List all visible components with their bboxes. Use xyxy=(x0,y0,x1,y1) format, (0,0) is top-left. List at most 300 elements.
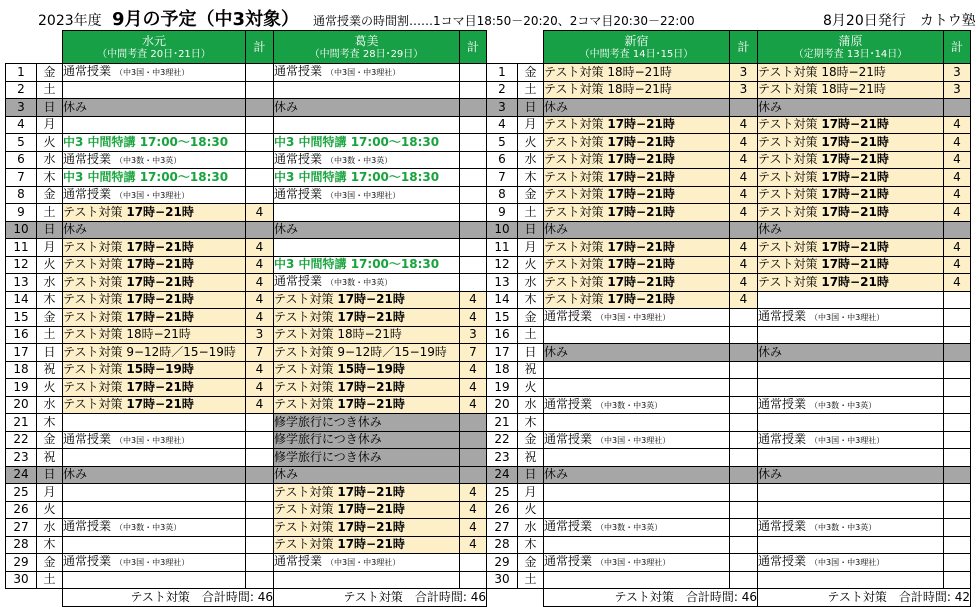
event-cell xyxy=(544,414,730,432)
day-number: 27 xyxy=(487,519,518,537)
hours-cell: 4 xyxy=(460,536,487,554)
event-subjects: （中3国・中3理社） xyxy=(115,68,190,78)
event-cell xyxy=(274,186,460,204)
day-row xyxy=(6,309,487,327)
event-label: テスト対策 xyxy=(758,274,818,289)
event-cell xyxy=(63,186,246,204)
event-cell xyxy=(63,396,246,414)
event-label: 休み xyxy=(544,344,569,359)
event-time: 17時−21時 xyxy=(821,152,889,167)
event-label: テスト対策 xyxy=(758,204,818,219)
event-time: 17時−21時 xyxy=(821,239,889,254)
day-row xyxy=(6,64,487,82)
event-label: テスト対策 xyxy=(63,204,123,219)
event-label: 通常授業 xyxy=(544,309,593,324)
event-cell xyxy=(758,221,944,239)
count-header: 計 xyxy=(944,31,971,64)
event-cell xyxy=(63,116,246,134)
hours-cell xyxy=(246,449,274,467)
hours-cell: 4 xyxy=(246,239,274,257)
event-subjects: （中3国・中3理社） xyxy=(326,68,401,78)
event-cell xyxy=(544,554,730,572)
day-row xyxy=(6,449,487,467)
event-label: テスト対策 18時−21時 xyxy=(758,82,886,97)
event-cell xyxy=(63,274,246,292)
event-cell xyxy=(758,449,944,467)
weekday: 金 xyxy=(37,64,63,82)
total-text: テスト対策 合計時間: xyxy=(614,589,738,604)
event-cell xyxy=(544,309,730,327)
event-cell xyxy=(544,274,730,292)
event-subjects: （中3数・中3英） xyxy=(810,523,877,533)
exam-dates: （中間考査 28日･29日） xyxy=(309,48,424,60)
hours-cell xyxy=(944,99,971,117)
event-time: 17時−21時 xyxy=(126,274,194,289)
event-cell xyxy=(274,344,460,362)
hours-cell xyxy=(944,326,971,344)
weekday: 水 xyxy=(37,519,63,537)
total-hours: 42 xyxy=(954,589,970,604)
weekday: 日 xyxy=(37,99,63,117)
event-cell xyxy=(544,221,730,239)
event-label: テスト対策 18時−21時 xyxy=(544,82,672,97)
event-label: 中3 中間特講 17:00～18:30 xyxy=(274,169,440,184)
event-label: 通常授業 xyxy=(63,519,112,534)
event-cell xyxy=(63,204,246,222)
event-cell xyxy=(63,151,246,169)
event-cell xyxy=(274,116,460,134)
hours-cell: 4 xyxy=(944,169,971,187)
hours-cell xyxy=(246,116,274,134)
school-name: 水元 xyxy=(141,33,166,48)
day-number: 8 xyxy=(487,186,518,204)
day-row xyxy=(6,169,487,187)
school-header xyxy=(544,31,730,64)
day-row xyxy=(487,186,971,204)
hours-cell xyxy=(246,536,274,554)
event-cell xyxy=(63,309,246,327)
event-cell xyxy=(274,81,460,99)
event-time: 17時−21時 xyxy=(337,309,405,324)
event-label: 通常授業 xyxy=(63,64,112,79)
day-number: 17 xyxy=(6,344,37,362)
day-number: 27 xyxy=(6,519,37,537)
hours-cell: 4 xyxy=(246,204,274,222)
event-time: 17時−21時 xyxy=(337,397,405,412)
event-label: テスト対策 9−12時／15−19時 xyxy=(274,344,447,359)
weekday: 土 xyxy=(518,81,544,99)
hours-cell xyxy=(944,536,971,554)
event-cell xyxy=(63,379,246,397)
event-cell xyxy=(274,501,460,519)
hours-cell xyxy=(944,571,971,589)
weekday: 月 xyxy=(518,116,544,134)
event-cell xyxy=(544,81,730,99)
event-cell xyxy=(758,536,944,554)
event-label: テスト対策 xyxy=(544,117,604,132)
hours-cell xyxy=(246,134,274,152)
event-label: テスト対策 xyxy=(544,187,604,202)
school-name: 葛美 xyxy=(354,33,379,48)
footer-blank xyxy=(6,589,37,607)
weekday: 日 xyxy=(37,344,63,362)
event-cell xyxy=(63,134,246,152)
event-cell xyxy=(274,256,460,274)
hours-cell xyxy=(944,221,971,239)
day-row xyxy=(487,344,971,362)
event-label: テスト対策 xyxy=(758,257,818,272)
event-cell xyxy=(63,554,246,572)
day-number: 3 xyxy=(487,99,518,117)
day-number: 13 xyxy=(6,274,37,292)
day-row xyxy=(487,64,971,82)
event-label: 通常授業 xyxy=(758,309,807,324)
weekday: 土 xyxy=(518,326,544,344)
event-cell xyxy=(758,466,944,484)
event-subjects: （中3国・中3理社） xyxy=(326,558,401,568)
hours-cell xyxy=(460,449,487,467)
event-time: 17時−21時 xyxy=(607,152,675,167)
event-label: テスト対策 xyxy=(274,379,334,394)
hours-cell xyxy=(246,151,274,169)
event-cell xyxy=(274,221,460,239)
event-time: 17時−21時 xyxy=(607,257,675,272)
event-cell xyxy=(544,169,730,187)
day-row xyxy=(487,99,971,117)
hours-cell xyxy=(944,396,971,414)
event-cell xyxy=(758,326,944,344)
event-cell xyxy=(758,571,944,589)
day-row xyxy=(487,169,971,187)
event-cell xyxy=(758,81,944,99)
event-cell xyxy=(758,379,944,397)
day-row xyxy=(6,81,487,99)
event-cell xyxy=(274,396,460,414)
day-row xyxy=(487,326,971,344)
day-number: 9 xyxy=(6,204,37,222)
day-row xyxy=(6,326,487,344)
event-cell xyxy=(63,256,246,274)
day-row xyxy=(487,501,971,519)
event-cell xyxy=(758,204,944,222)
day-number: 14 xyxy=(6,291,37,309)
event-cell xyxy=(274,466,460,484)
event-label: テスト対策 xyxy=(758,187,818,202)
event-cell xyxy=(63,291,246,309)
hours-cell: 4 xyxy=(730,169,758,187)
hours-cell xyxy=(944,449,971,467)
day-number: 29 xyxy=(6,554,37,572)
event-label: テスト対策 xyxy=(63,274,123,289)
event-cell xyxy=(63,169,246,187)
event-subjects: （中3国・中3理社） xyxy=(326,190,401,200)
event-cell xyxy=(758,134,944,152)
day-row xyxy=(487,81,971,99)
hours-cell: 4 xyxy=(460,519,487,537)
day-row xyxy=(6,519,487,537)
day-row xyxy=(487,449,971,467)
event-cell xyxy=(274,151,460,169)
hours-cell: 3 xyxy=(246,326,274,344)
day-number: 7 xyxy=(6,169,37,187)
hours-cell xyxy=(246,466,274,484)
hours-cell xyxy=(944,414,971,432)
hours-cell: 4 xyxy=(944,204,971,222)
day-number: 23 xyxy=(487,449,518,467)
event-cell xyxy=(544,396,730,414)
weekday: 水 xyxy=(518,396,544,414)
hours-cell xyxy=(460,414,487,432)
hours-cell xyxy=(730,414,758,432)
event-cell xyxy=(63,536,246,554)
hours-cell xyxy=(246,169,274,187)
day-number: 1 xyxy=(487,64,518,82)
hours-cell xyxy=(460,431,487,449)
hours-cell xyxy=(460,256,487,274)
day-number: 8 xyxy=(6,186,37,204)
weekday: 水 xyxy=(518,519,544,537)
hours-cell: 4 xyxy=(246,379,274,397)
day-number: 26 xyxy=(6,501,37,519)
event-time: 17時−21時 xyxy=(607,187,675,202)
event-subjects: （中3数・中3英） xyxy=(115,155,182,165)
event-label: 通常授業 xyxy=(758,396,807,411)
weekday: 木 xyxy=(518,414,544,432)
event-time: 17時−21時 xyxy=(337,519,405,534)
event-label: 通常授業 xyxy=(63,554,112,569)
day-number: 15 xyxy=(487,309,518,327)
hours-cell xyxy=(944,361,971,379)
event-cell xyxy=(274,309,460,327)
event-cell xyxy=(274,291,460,309)
event-cell xyxy=(544,151,730,169)
school-header xyxy=(63,31,246,64)
weekday: 火 xyxy=(37,256,63,274)
hours-cell xyxy=(460,466,487,484)
weekday: 月 xyxy=(518,239,544,257)
hours-cell xyxy=(246,519,274,537)
event-cell xyxy=(274,379,460,397)
hours-cell: 4 xyxy=(944,151,971,169)
event-cell xyxy=(544,134,730,152)
event-label: 中3 中間特講 17:00～18:30 xyxy=(63,134,229,149)
weekday: 木 xyxy=(37,414,63,432)
hours-cell xyxy=(246,99,274,117)
weekday: 日 xyxy=(518,221,544,239)
day-number: 24 xyxy=(6,466,37,484)
event-label: テスト対策 xyxy=(274,519,334,534)
issued-label: 8月20日発行 カトウ塾 xyxy=(823,13,976,29)
day-number: 4 xyxy=(6,116,37,134)
weekday: 火 xyxy=(518,379,544,397)
event-label: テスト対策 xyxy=(274,362,334,377)
schedule-table-right xyxy=(486,30,971,607)
day-number: 9 xyxy=(487,204,518,222)
day-number: 19 xyxy=(487,379,518,397)
event-cell xyxy=(544,519,730,537)
event-cell xyxy=(544,186,730,204)
corner-blank xyxy=(518,31,544,64)
day-row xyxy=(6,396,487,414)
day-number: 29 xyxy=(487,554,518,572)
event-label: テスト対策 xyxy=(274,502,334,517)
weekday: 日 xyxy=(518,466,544,484)
day-number: 1 xyxy=(6,64,37,82)
event-cell xyxy=(63,466,246,484)
day-number: 15 xyxy=(6,309,37,327)
event-label: テスト対策 xyxy=(544,257,604,272)
day-number: 10 xyxy=(487,221,518,239)
day-number: 11 xyxy=(6,239,37,257)
day-row xyxy=(6,344,487,362)
event-cell xyxy=(274,326,460,344)
event-label: 休み xyxy=(544,222,569,237)
day-number: 18 xyxy=(6,361,37,379)
event-label: テスト対策 18時−21時 xyxy=(274,327,402,342)
day-row xyxy=(487,309,971,327)
event-cell xyxy=(274,64,460,82)
weekday: 火 xyxy=(518,256,544,274)
hours-cell xyxy=(246,64,274,82)
corner-blank xyxy=(487,31,518,64)
page-header xyxy=(0,0,980,30)
header-row xyxy=(6,31,487,64)
day-row xyxy=(6,99,487,117)
hours-cell: 3 xyxy=(730,81,758,99)
day-row xyxy=(487,571,971,589)
event-label: テスト対策 xyxy=(758,239,818,254)
hours-cell: 4 xyxy=(944,256,971,274)
weekday: 水 xyxy=(37,396,63,414)
weekday: 祝 xyxy=(518,449,544,467)
weekday: 金 xyxy=(37,554,63,572)
hours-cell xyxy=(246,501,274,519)
day-number: 16 xyxy=(487,326,518,344)
schedule-table-left xyxy=(5,30,487,607)
hours-cell: 3 xyxy=(460,326,487,344)
event-time: 17時−21時 xyxy=(126,397,194,412)
event-cell xyxy=(758,291,944,309)
event-cell xyxy=(758,151,944,169)
school-name: 新宿 xyxy=(624,33,649,48)
school-name: 蒲原 xyxy=(838,33,863,48)
event-cell xyxy=(63,81,246,99)
weekday: 水 xyxy=(37,151,63,169)
event-time: 17時−21時 xyxy=(126,257,194,272)
hours-cell xyxy=(460,204,487,222)
hours-cell: 4 xyxy=(460,291,487,309)
day-row xyxy=(487,116,971,134)
hours-cell xyxy=(246,431,274,449)
event-cell xyxy=(63,221,246,239)
day-number: 6 xyxy=(6,151,37,169)
day-row xyxy=(6,221,487,239)
hours-cell xyxy=(944,554,971,572)
day-row xyxy=(6,536,487,554)
hours-cell: 3 xyxy=(944,64,971,82)
event-time: 17時−21時 xyxy=(607,239,675,254)
event-label: 休み xyxy=(758,222,783,237)
hours-cell xyxy=(730,484,758,502)
hours-cell xyxy=(730,99,758,117)
day-row xyxy=(487,256,971,274)
total-row xyxy=(487,589,971,607)
day-number: 12 xyxy=(487,256,518,274)
event-label: 通常授業 xyxy=(274,151,323,166)
day-row xyxy=(487,204,971,222)
day-row xyxy=(6,484,487,502)
event-subjects: （中3数・中3英） xyxy=(810,400,877,410)
event-time: 17時−21時 xyxy=(126,292,194,307)
hours-cell: 4 xyxy=(460,396,487,414)
event-time: 17時−21時 xyxy=(337,537,405,552)
hours-cell: 7 xyxy=(246,344,274,362)
day-number: 30 xyxy=(487,571,518,589)
day-number: 6 xyxy=(487,151,518,169)
day-row xyxy=(487,379,971,397)
exam-dates: （定期考査 13日･14日） xyxy=(793,48,908,60)
hours-cell xyxy=(460,169,487,187)
event-label: 修学旅行につき休み xyxy=(274,449,382,464)
day-number: 20 xyxy=(6,396,37,414)
event-label: テスト対策 xyxy=(544,274,604,289)
event-cell xyxy=(274,536,460,554)
event-label: 通常授業 xyxy=(544,554,593,569)
weekday: 火 xyxy=(37,379,63,397)
hours-cell xyxy=(460,274,487,292)
event-label: テスト対策 xyxy=(63,362,123,377)
event-label: テスト対策 xyxy=(544,152,604,167)
event-label: 中3 中間特講 17:00～18:30 xyxy=(63,169,229,184)
weekday: 祝 xyxy=(37,449,63,467)
event-cell xyxy=(544,449,730,467)
day-number: 25 xyxy=(487,484,518,502)
event-cell xyxy=(758,414,944,432)
hours-cell xyxy=(730,221,758,239)
event-cell xyxy=(758,186,944,204)
day-number: 16 xyxy=(6,326,37,344)
hours-cell xyxy=(730,501,758,519)
hours-cell: 4 xyxy=(730,291,758,309)
day-number: 13 xyxy=(487,274,518,292)
day-row xyxy=(6,431,487,449)
event-time: 17時−21時 xyxy=(126,239,194,254)
event-cell xyxy=(758,274,944,292)
total-hours: 46 xyxy=(470,589,486,604)
event-cell xyxy=(63,449,246,467)
weekday: 金 xyxy=(518,186,544,204)
day-row xyxy=(6,379,487,397)
weekday: 金 xyxy=(37,309,63,327)
event-label: テスト対策 xyxy=(63,239,123,254)
event-label: 通常授業 xyxy=(544,431,593,446)
hours-cell: 4 xyxy=(730,274,758,292)
day-number: 3 xyxy=(6,99,37,117)
event-time: 15時−19時 xyxy=(337,362,405,377)
hours-cell xyxy=(730,449,758,467)
event-label: テスト対策 xyxy=(758,152,818,167)
event-label: テスト対策 xyxy=(544,134,604,149)
event-label: テスト対策 18時−21時 xyxy=(758,64,886,79)
day-row xyxy=(487,239,971,257)
event-label: テスト対策 xyxy=(63,309,123,324)
day-number: 2 xyxy=(487,81,518,99)
hours-cell xyxy=(730,379,758,397)
day-row xyxy=(6,186,487,204)
weekday: 月 xyxy=(518,484,544,502)
event-subjects: （中3数・中3英） xyxy=(326,155,393,165)
event-cell xyxy=(63,431,246,449)
